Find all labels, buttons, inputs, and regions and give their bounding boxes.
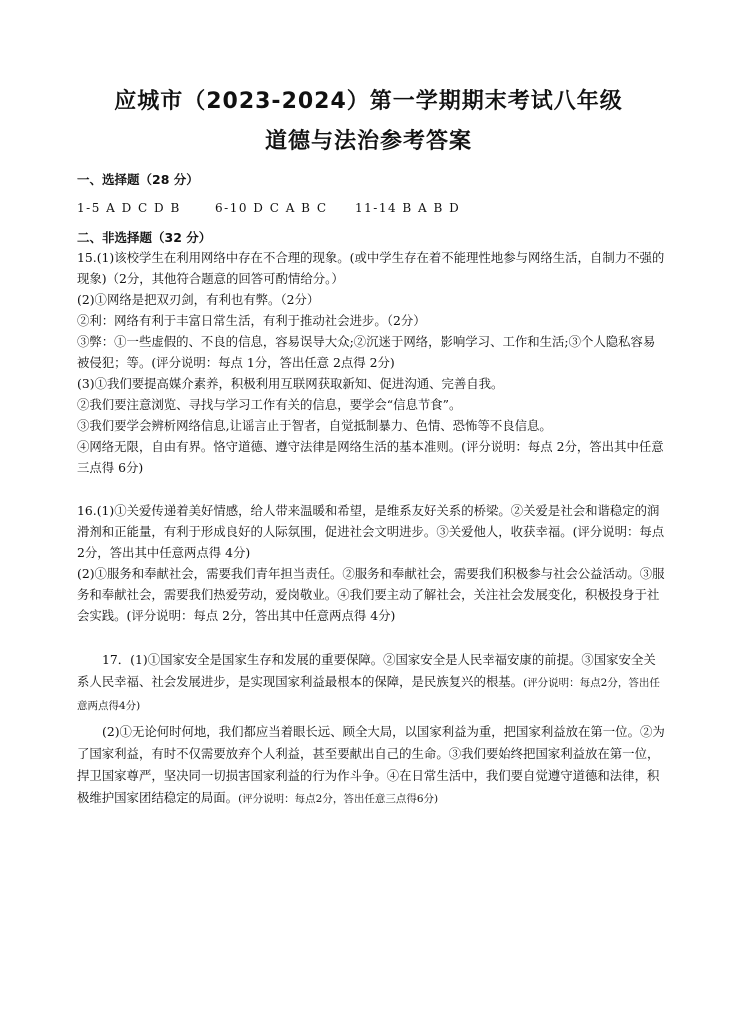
q15-line: ②利：网络有利于丰富日常生活，有利于推动社会进步。（2分） bbox=[77, 313, 426, 328]
q16-line: 16.(1)①关爱传递着美好情感，给人带来温暖和希望，是维系友好关系的桥梁。②关爱是社会和谐稳定的润滑剂和正能量，有利于形成良好的人际氛围，促进社会文明进步。③关爱他人，收获幸福。(评分说明：每点 2分，答出其中任意两点得 4分) bbox=[77, 503, 665, 560]
q17-part2-note: (评分说明：每点2分，答出任意三点得6分) bbox=[238, 793, 439, 805]
answers-1-5: 1-5 A D C D B bbox=[77, 201, 181, 215]
q17-part1 bbox=[77, 649, 667, 717]
q15-line: (3)①我们要提高媒介素养，积极利用互联网获取新知、促进沟通、完善自我。 bbox=[77, 376, 504, 391]
q16-line: (2)①服务和奉献社会，需要我们青年担当责任。②服务和奉献社会，需要我们积极参与社会公益活动。③服务和奉献社会，需要我们热爱劳动，爱岗敬业。④我们要主动了解社会，关注社会发展变化，积极投身于社会实践。(评分说明：每点 2分，答出其中任意两点得 4分) bbox=[77, 566, 665, 623]
q15-line: ②我们要注意浏览、寻找与学习工作有关的信息，要学会“信息节食”。 bbox=[77, 397, 462, 412]
q17-part2 bbox=[77, 721, 667, 810]
answers-11-14: 11-14 B A B D bbox=[355, 201, 461, 215]
answers-6-10: 6-10 D C A B C bbox=[215, 201, 328, 215]
q17-part1-text: 17．(1)①国家安全是国家生存和发展的重要保障。②国家安全是人民幸福安康的前提。③国家安全关系人民幸福、社会发展进步，是实现国家利益最根本的保障，是民族复兴的根基。 bbox=[77, 652, 656, 689]
q17-part1-note: (评分说明：每点2分，答出任意两点得4分) bbox=[77, 677, 660, 712]
question-15 bbox=[77, 247, 667, 478]
q17-part2-text: (2)①无论何时何地，我们都应当着眼长远、顾全大局，以国家利益为重，把国家利益放在第一位。②为了国家利益，有时不仅需要放弃个人利益，甚至要献出自己的生命。③我们要始终把国家利益放在第一位，捍卫国家尊严，坚决同一切损害国家利益的行为作斗争。④在日常生活中，我们要自觉遵守道德和法律，积极维护国家团结稳定的局面。 bbox=[77, 724, 665, 805]
q15-line: (2)①网络是把双刃剑，有利也有弊。（2分） bbox=[77, 292, 320, 307]
document-title: 应城市（2023-2024）第一学期期末考试八年级 bbox=[114, 89, 623, 114]
q15-line: ③我们要学会辨析网络信息,让谣言止于智者，自觉抵制暴力、色情、恐怖等不良信息。 bbox=[77, 418, 552, 433]
q15-line: ④网络无限，自由有界。恪守道德、遵守法律是网络生活的基本准则。(评分说明：每点 2分，答出其中任意三点得 6分) bbox=[77, 439, 664, 475]
question-17 bbox=[77, 649, 667, 810]
q15-line: 15.(1)该校学生在利用网络中存在不合理的现象。(或中学生存在着不能理性地参与网络生活，自制力不强的现象)（2分，其他符合题意的回答可酌情给分。） bbox=[77, 250, 665, 286]
q15-line: ③弊：①一些虚假的、不良的信息，容易误导大众;②沉迷于网络，影响学习、工作和生活;③个人隐私容易被侵犯；等。(评分说明：每点 1分，答出任意 2点得 2分) bbox=[77, 334, 656, 370]
document-subtitle: 道德与法治参考答案 bbox=[264, 129, 472, 154]
section1-heading: 一、选择题（28 分） bbox=[77, 172, 199, 187]
section2-heading: 二、非选择题（32 分） bbox=[77, 230, 212, 245]
question-16 bbox=[77, 500, 667, 626]
